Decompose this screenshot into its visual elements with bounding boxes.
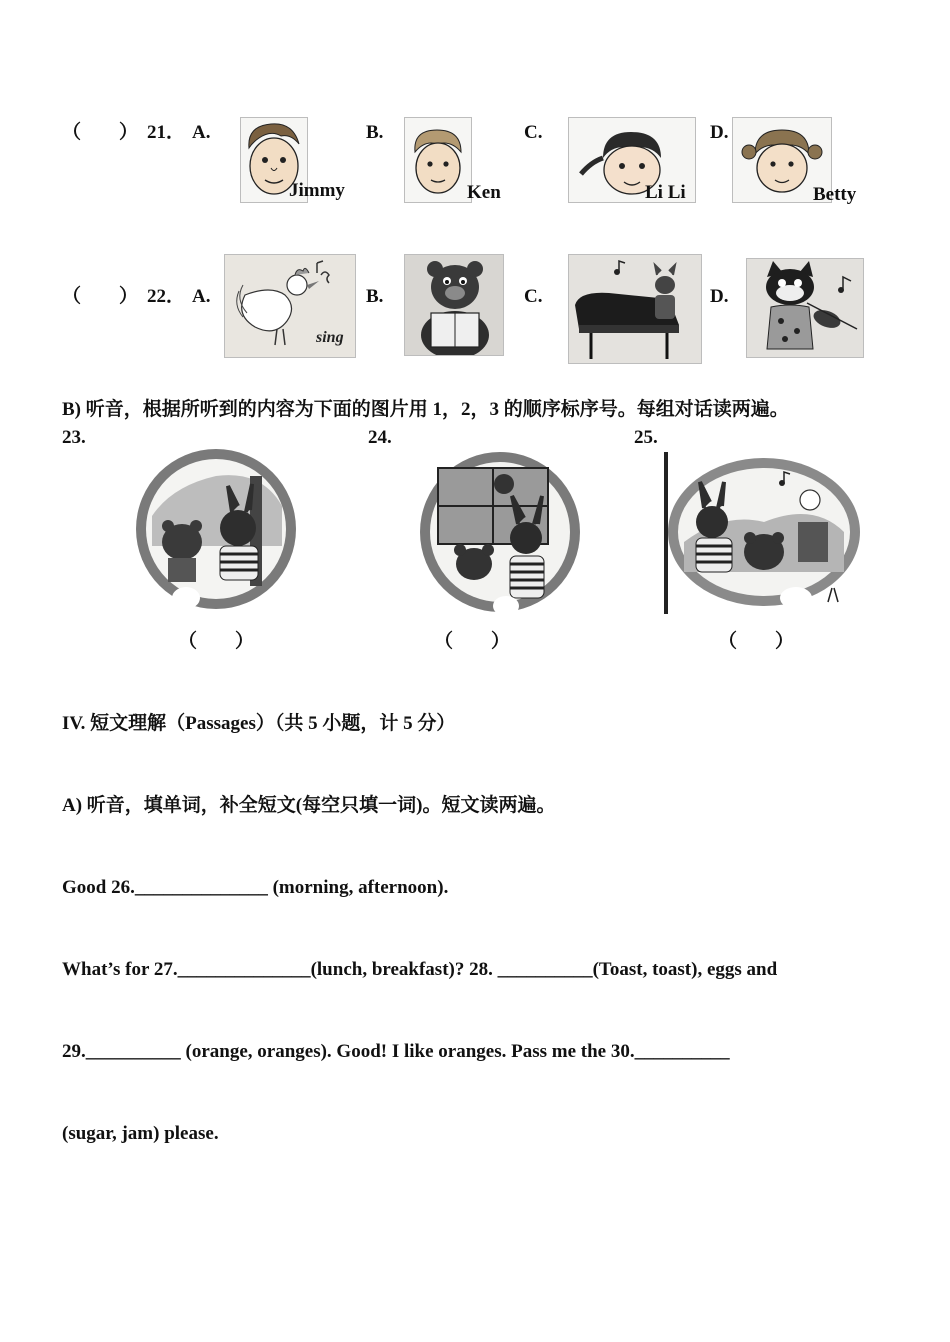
q21-option-a-letter: A.: [192, 122, 211, 143]
section-iv-heading: IV. 短文理解（Passages）（共 5 小题，计 5 分）: [62, 713, 456, 734]
passage-line-1: Good 26.______________ (morning, afternoon).: [62, 877, 449, 898]
dog-piano-picture: [568, 254, 702, 364]
q21-answer-paren[interactable]: （ ）: [62, 122, 139, 143]
q21-option-d-name: Betty: [813, 184, 857, 205]
scene-25-picture: [664, 452, 862, 614]
q22-option-c-letter: C.: [524, 286, 543, 307]
bear-reading-picture: [404, 254, 504, 356]
q22-option-d-letter: D.: [710, 286, 729, 307]
passage-line-2: What’s for 27.______________(lunch, breakfast)? 28. __________(Toast, toast), eggs and: [62, 959, 778, 980]
q21-option-a-name: Jimmy: [289, 180, 345, 201]
q22-option-b-letter: B.: [366, 286, 384, 307]
item-24-number: 24.: [368, 427, 392, 448]
item-25-number: 25.: [634, 427, 658, 448]
ken-face-picture: [404, 117, 472, 203]
q22-option-a-letter: A.: [192, 286, 211, 307]
item-25-answer-paren[interactable]: （ ）: [718, 631, 795, 652]
q21-number: 21．: [147, 122, 186, 143]
scene-24-picture: [418, 446, 582, 618]
scene-23-picture: [132, 446, 300, 612]
passage-line-4: (sugar, jam) please.: [62, 1123, 219, 1144]
section-b-instruction: B) 听音，根据所听到的内容为下面的图片用 1，2，3 的顺序标序号。每组对话读两遍。: [62, 399, 789, 420]
cat-violin-picture: [746, 258, 864, 358]
q21-option-c-letter: C.: [524, 122, 543, 143]
item-23-answer-paren[interactable]: （ ）: [178, 631, 255, 652]
passage-line-3: 29.__________ (orange, oranges). Good! I like oranges. Pass me the 30.__________: [62, 1041, 730, 1062]
item-23-number: 23.: [62, 427, 86, 448]
section-iv-a-instruction: A) 听音，填单词，补全短文(每空只填一词)。短文读两遍。: [62, 795, 556, 816]
item-24-answer-paren[interactable]: （ ）: [434, 631, 511, 652]
rooster-singing-picture: [224, 254, 356, 358]
q22-number: 22．: [147, 286, 186, 307]
q21-option-b-letter: B.: [366, 122, 384, 143]
q22-answer-paren[interactable]: （ ）: [62, 286, 139, 307]
q21-option-d-letter: D.: [710, 122, 729, 143]
sing-label: sing: [316, 329, 344, 346]
q21-option-c-name: Li Li: [645, 182, 686, 203]
q21-option-b-name: Ken: [467, 182, 501, 203]
